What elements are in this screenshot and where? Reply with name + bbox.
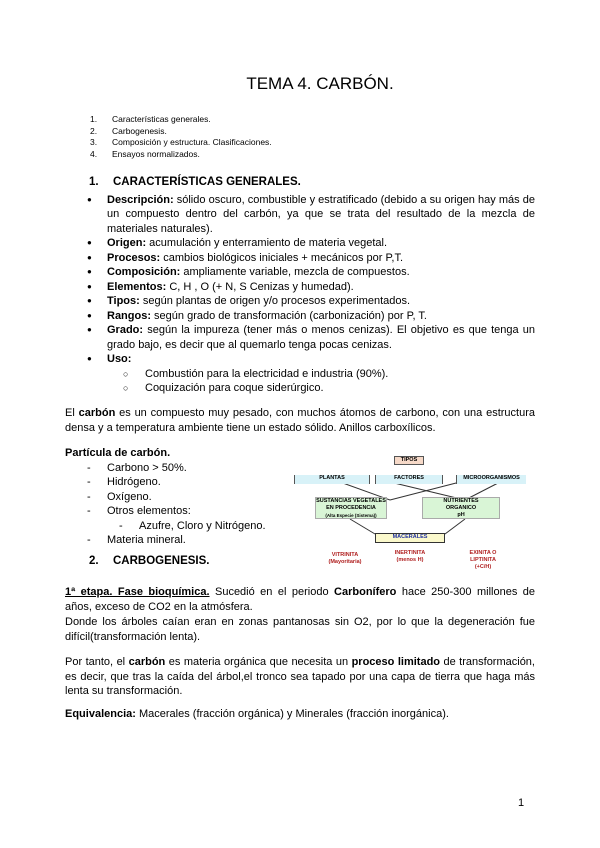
toc-item xyxy=(90,149,272,161)
list-item: ● Procesos: cambios biológicos iniciales + mecánicos por P,T. xyxy=(85,251,535,266)
list-item: - Oxígeno. xyxy=(87,490,305,505)
inertinita-label: INERTINITA (menos H) xyxy=(394,550,426,563)
subheading: Partícula de carbón. xyxy=(65,447,171,459)
page-title: TEMA 4. CARBÓN. xyxy=(246,74,394,93)
table-of-contents xyxy=(90,114,272,160)
list-item: - Carbono > 50%. xyxy=(87,461,305,476)
list-item: ○ Combustión para la electricidad e industria (90%). xyxy=(123,367,535,382)
paragraph: Equivalencia: Macerales (fracción orgánica) y Minerales (fracción inorgánica). xyxy=(65,708,449,720)
list-item: ● Composición: ampliamente variable, mezcla de compuestos. xyxy=(85,265,535,280)
paragraph: Donde los árboles caían eran en zonas pantanosas sin O2, por lo que la degeneración fue difícil(transformación lenta). xyxy=(65,616,535,643)
exinita-label: EXINITA O LIPTINITA (+C/H) xyxy=(469,550,497,570)
list-item: ● Tipos: según plantas de origen y/o procesos experimentados. xyxy=(85,294,535,309)
list-item: - Azufre, Cloro y Nitrógeno. xyxy=(119,519,305,534)
coal-types-diagram xyxy=(290,452,540,582)
particle-list xyxy=(65,461,305,548)
vitrinita-label: VITRINITA (Mayoritaria) xyxy=(328,552,362,565)
microorganismos-box: MICROORGANISMOS xyxy=(456,475,526,484)
toc-item xyxy=(90,137,272,149)
tipos-box: TIPOS xyxy=(394,456,424,465)
toc-text: Carbogenesis. xyxy=(112,125,167,136)
toc-number: 4. xyxy=(90,148,98,159)
toc-text: Composición y estructura. Clasificaciones. xyxy=(112,137,272,147)
toc-item xyxy=(90,126,272,138)
list-item: - Hidrógeno. xyxy=(87,475,305,490)
list-item: ● Grado: según la impureza (tener más o menos cenizas). El objetivo es que tenga un grado bajo, es decir que al quemarlo tenga pocas cenizas. xyxy=(85,323,535,352)
list-item: - Materia mineral. xyxy=(87,533,305,548)
nutrientes-box: NUTRIENTES ORGANICO pH xyxy=(422,497,500,519)
toc-number: 3. xyxy=(90,137,98,147)
toc-item xyxy=(90,114,272,126)
paragraph: 1ª etapa. Fase bioquímica. Sucedió en el periodo Carbonífero hace 250-300 millones de años, exceso de CO2 en la atmósfera. xyxy=(65,586,536,613)
sustancias-box: SUSTANCIAS VEGETALES EN PROCEDENCIA (Alta Especie (Sistema)) xyxy=(316,498,386,518)
list-item: ○ Coquización para coque siderúrgico. xyxy=(123,381,535,396)
list-item: - Otros elementos: xyxy=(87,504,305,519)
page-number: 1 xyxy=(518,797,525,809)
section-1 xyxy=(65,175,535,396)
list-item: ● Rangos: según grado de transformación (carbonización) por P, T. xyxy=(85,309,535,324)
list-item: ● Descripción: sólido oscuro, combustible y estratificado (debido a su origen hay más de un compuesto dentro del carbón, ya que se trata del resultado de la mezcla de materiales naturales). xyxy=(85,193,535,237)
macerales-box: MACERALES xyxy=(375,533,445,543)
list-item: ● Origen: acumulación y enterramiento de materia vegetal. xyxy=(85,236,535,251)
characteristics-list xyxy=(65,193,535,367)
list-item: ● Elementos: C, H , O (+ N, S Cenizas y humedad). xyxy=(85,280,535,295)
section-heading: 1. CARACTERÍSTICAS GENERALES. xyxy=(89,176,301,188)
factores-box: FACTORES xyxy=(375,475,443,484)
toc-number: 1. xyxy=(90,114,98,124)
list-item: ● Uso: xyxy=(85,352,535,367)
particle-section xyxy=(65,446,305,568)
uses-list xyxy=(123,367,535,396)
toc-text: Características generales. xyxy=(112,114,211,124)
toc-number: 2. xyxy=(90,125,98,136)
toc-text: Ensayos normalizados. xyxy=(112,148,200,159)
paragraph: Por tanto, el carbón es materia orgánica que necesita un proceso limitado de transformación, es decir, que tras la caída del árbol,el tronco sea tapado por una capa de tierra que haga más lenta su transformación. xyxy=(65,656,535,697)
section-heading: 2. CARBOGENESIS. xyxy=(89,554,210,567)
plantas-box: PLANTAS xyxy=(294,475,370,484)
paragraph: El carbón es un compuesto muy pesado, con muchos átomos de carbono, con una estructura densa y a temperatura ambiente tiene un estado sólido. Anillos carboxílicos. xyxy=(65,407,535,434)
